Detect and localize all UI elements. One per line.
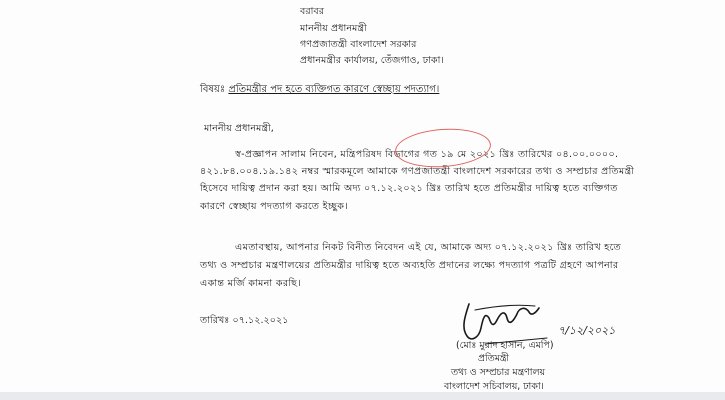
bottom-strip bbox=[0, 392, 725, 400]
addressee-office: প্রধানমন্ত্রীর কার্যালয়, তেঁজগাও, ঢাকা। bbox=[300, 55, 444, 66]
paragraph1-line4: কারণে স্বেচ্ছায় পদত্যাগ করতে ইচ্ছুক। bbox=[200, 201, 349, 212]
addressee-title: মাননীয় প্রধানমন্ত্রী bbox=[300, 23, 367, 34]
signatory-name: (মোঃ মুরাদ হাসান, এমপি) bbox=[456, 340, 554, 351]
signatory-address: বাংলাদেশ সচিবালয়, ঢাকা। bbox=[444, 381, 544, 392]
highlight-oval bbox=[394, 126, 492, 171]
paragraph1-line2: ৪২১.৮৪.০০৪.১৯.১৪২ নম্বর স্মারকমূলে আমাকে গণপ্রজাতন্ত্রী বাংলাদেশ সরকারের তথ্য ও সম্প্রচার প্রতিমন্ত্রী bbox=[200, 166, 635, 177]
signatory-ministry: তথ্য ও সম্প্রচার মন্ত্রণালয় bbox=[451, 367, 546, 378]
signatory-designation: প্রতিমন্ত্রী bbox=[478, 353, 510, 364]
addressee-government: গণপ্রজাতন্ত্রী বাংলাদেশ সরকার bbox=[300, 39, 417, 50]
paragraph1-line1: স্ব-প্রজ্ঞাপন সালাম নিবেন, মন্ত্রিপরিষদ বিভাগের গত ১৯ মে ২০২১ খ্রিঃ তারিখের ০৪.০০.০০০০. bbox=[235, 149, 619, 160]
letter-date: তারিখঃ ০৭.১২.২০২১ bbox=[200, 315, 289, 326]
subject-text: প্রতিমন্ত্রীর পদ হতে ব্যক্তিগত কারণে স্বেচ্ছায় পদত্যাগ। bbox=[228, 84, 440, 95]
subject-line bbox=[200, 83, 439, 96]
subject-label: বিষয়ঃ bbox=[200, 84, 226, 95]
paragraph1-line3: হিসেবে দায়িত্ব প্রদান করা হয়। আমি অদ্য ০৭.১২.২০২১ খ্রিঃ তারিখ হতে প্রতিমন্ত্রীর দায়িত্ব হতে ব্যক্তিগত bbox=[200, 183, 618, 194]
paragraph2-line3: একান্ত মর্জি কামনা করছি। bbox=[200, 278, 302, 289]
addressee-to: বরাবর bbox=[300, 6, 325, 17]
salutation: মাননীয় প্রধানমন্ত্রী, bbox=[204, 123, 274, 134]
signature-handwritten-date: ৭/১২/২০২১ bbox=[558, 324, 616, 337]
paragraph2-line2: তথ্য ও সম্প্রচার মন্ত্রণালয়ের প্রতিমন্ত্রীর দায়িত্ব হতে অব্যহতি প্রদানের লক্ষ্যে পদত্যাগ পত্রটি গ্রহণে আপনার bbox=[200, 260, 619, 271]
paragraph2-line1: এমতাবস্থায়, আপনার নিকট বিনীত নিবেদন এই যে, আমাকে অদ্য ০৭.১২.২০২১ খ্রিঃ তারিখ হতে bbox=[235, 242, 621, 253]
